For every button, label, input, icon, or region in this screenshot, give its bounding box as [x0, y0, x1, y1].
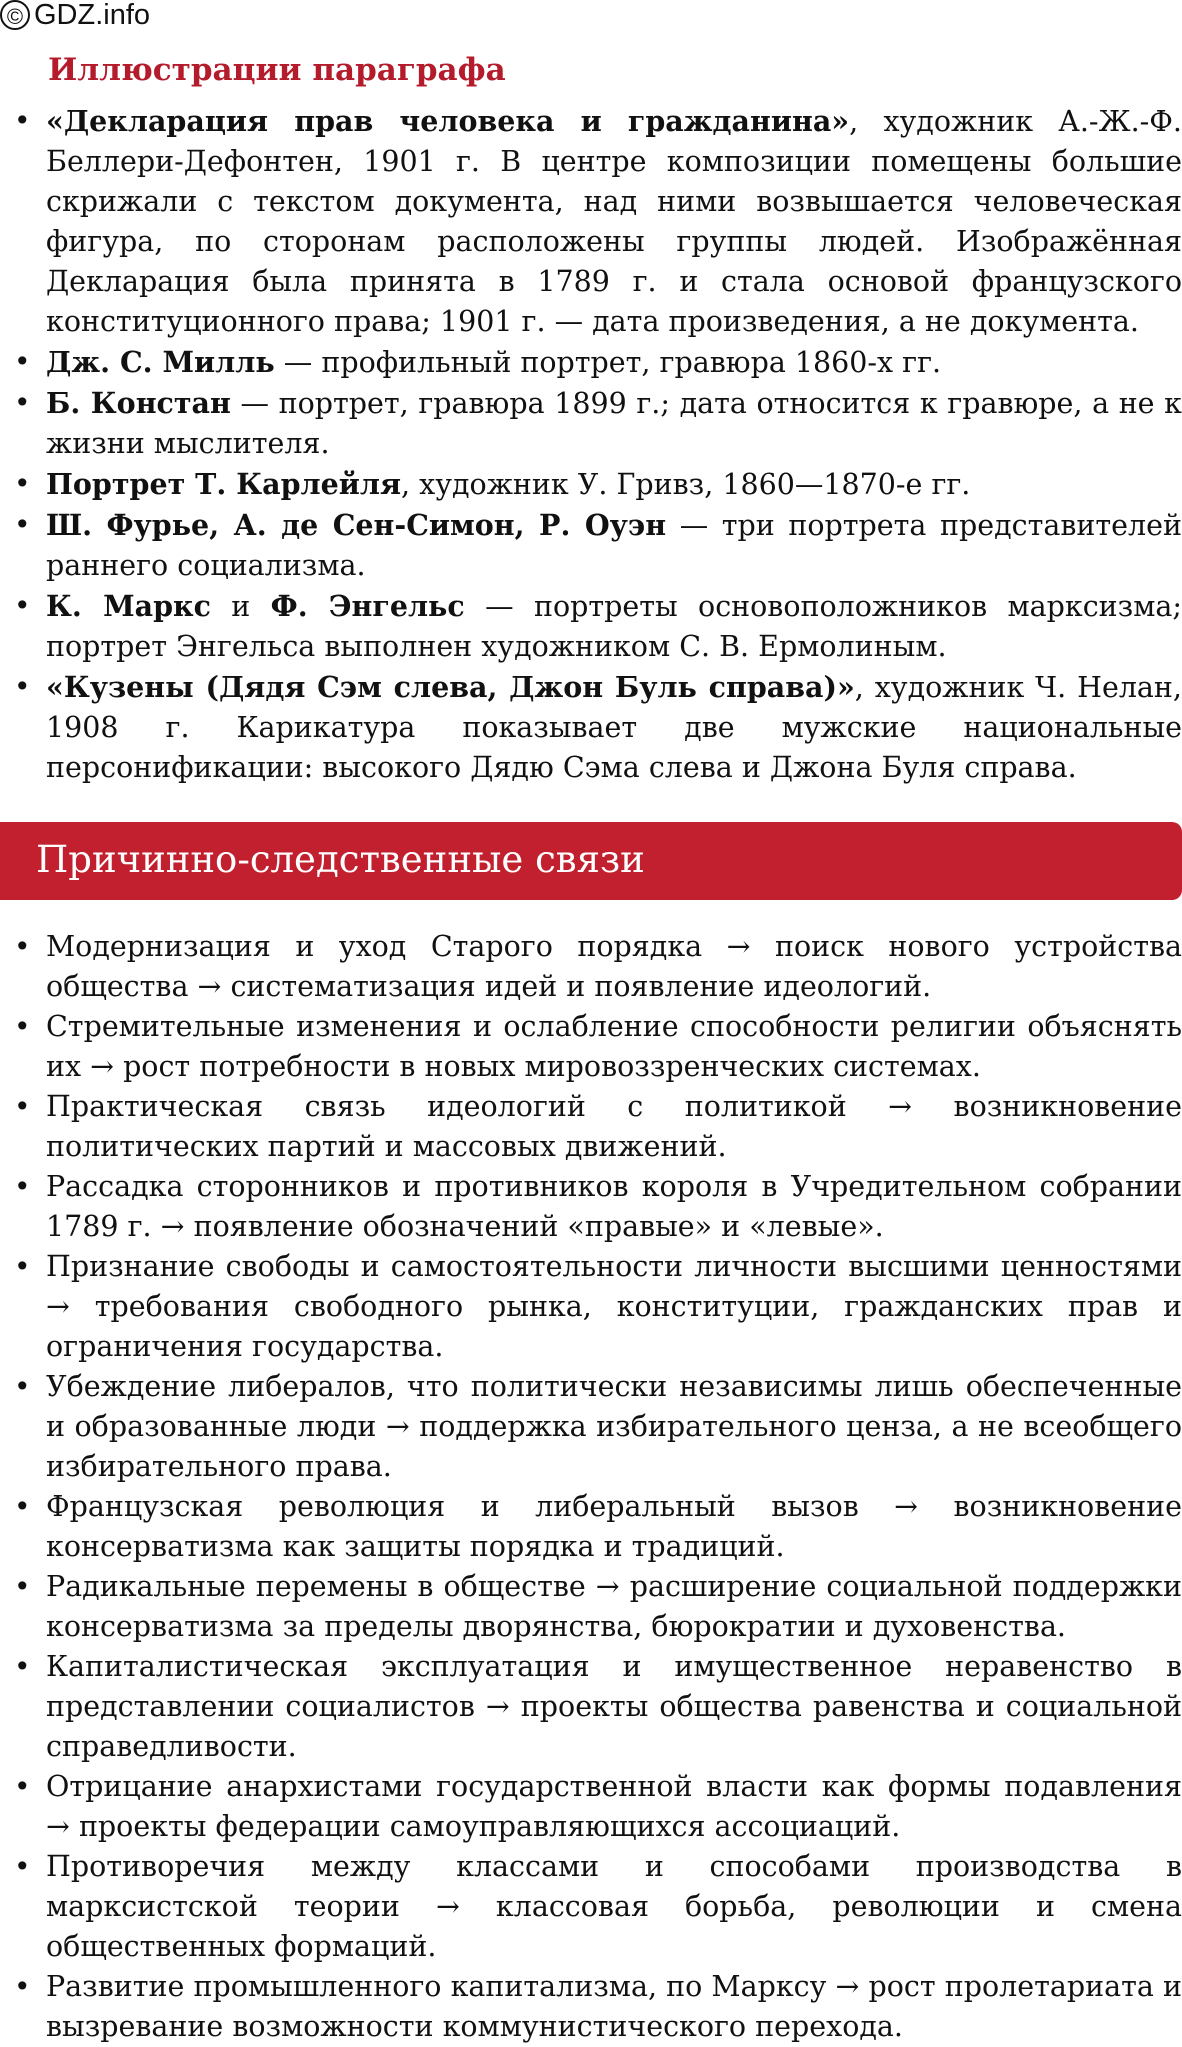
- bullet-icon: •: [14, 1250, 31, 1283]
- list-item: [0, 1367, 1182, 1487]
- item-text: и: [210, 590, 271, 623]
- item-title: «Кузены (Дядя Сэм слева, Джон Буль справа)»: [46, 670, 855, 704]
- list-item: [0, 342, 1182, 383]
- bullet-icon: •: [14, 1850, 31, 1883]
- bullet-icon: •: [14, 1010, 31, 1043]
- list-item: [0, 1007, 1182, 1087]
- list-item: [0, 1247, 1182, 1367]
- item-title: Ф. Энгельс: [270, 589, 465, 623]
- item-text: Стремительные изменения и ослабление способности религии объяснять их → рост потребности в новых мировоззренческих системах.: [46, 1010, 1182, 1083]
- item-text: Признание свободы и самостоятельности личности высшими ценностями → требования свободного рынка, конституции, гражданских прав и ограничения государства.: [46, 1250, 1182, 1363]
- bullet-icon: •: [14, 589, 31, 622]
- item-text: Развитие промышленного капитализма, по Марксу → рост пролетариата и вызревание возможности коммунистического перехода.: [46, 1970, 1182, 2043]
- item-text: , художник У. Гривз, 1860—1870-е гг.: [401, 468, 971, 501]
- item-text: Практическая связь идеологий с политикой → возникновение политических партий и массовых движений.: [46, 1090, 1182, 1163]
- list-item: [0, 1767, 1182, 1847]
- bullet-icon: •: [14, 1570, 31, 1603]
- item-text: Французская революция и либеральный вызов → возникновение консерватизма как защиты порядка и традиций.: [46, 1490, 1182, 1563]
- list-item: [0, 1087, 1182, 1167]
- item-text: Капиталистическая эксплуатация и имущественное неравенство в представлении социалистов → проекты общества равенства и социальной справедливости.: [46, 1650, 1182, 1763]
- item-title: Дж. С. Милль: [46, 345, 275, 379]
- bullet-icon: •: [14, 386, 31, 419]
- item-text: — три портрета представителей раннего социализма.: [46, 509, 1182, 582]
- bullet-icon: •: [14, 1650, 31, 1683]
- item-text: Отрицание анархистами государственной власти как формы подавления → проекты федерации самоуправляющихся ассоциаций.: [46, 1770, 1182, 1843]
- list-item: [0, 505, 1182, 586]
- bullet-icon: •: [14, 1490, 31, 1523]
- bullet-icon: •: [14, 930, 31, 963]
- bullet-icon: •: [14, 467, 31, 500]
- copyright-watermark: [0, 0, 150, 30]
- item-text: Убеждение либералов, что политически независимы лишь обеспеченные и образованные люди → поддержка избирательного ценза, а не всеобщего избирательного права.: [46, 1370, 1182, 1483]
- bullet-icon: •: [14, 1770, 31, 1803]
- item-text: — портреты основоположников марксизма; портрет Энгельса выполнен художником С. В. Ермолиным.: [46, 590, 1182, 663]
- bullet-icon: •: [14, 1970, 31, 2003]
- list-item: [0, 1967, 1182, 2047]
- list-item: [0, 101, 1182, 342]
- list-item: [0, 1847, 1182, 1967]
- bullet-icon: •: [14, 104, 31, 137]
- list-item: [0, 586, 1182, 667]
- item-title: «Декларация прав человека и гражданина»: [46, 104, 850, 138]
- item-title: К. Маркс: [46, 589, 211, 623]
- item-text: — портрет, гравюра 1899 г.; дата относится к гравюре, а не к жизни мыслителя.: [46, 387, 1182, 460]
- bullet-icon: •: [14, 670, 31, 703]
- list-item: [0, 464, 1182, 505]
- causal-section-banner: [0, 822, 1182, 900]
- item-text: Противоречия между классами и способами производства в марксистской теории → классовая борьба, революции и смена общественных формаций.: [46, 1850, 1182, 1963]
- causal-list: [0, 927, 1182, 2047]
- causal-heading: Причинно-следственные связи: [36, 838, 645, 881]
- list-item: [0, 1487, 1182, 1567]
- list-item: [0, 1567, 1182, 1647]
- item-text: , художник Ч. Нелан, 1908 г. Карикатура показывает две мужские национальные персонификации: высокого Дядю Сэма слева и Джона Буля справа.: [46, 671, 1182, 784]
- list-item: [0, 667, 1182, 788]
- item-text: , художник А.-Ж.-Ф. Беллери-Дефонтен, 1901 г. В центре композиции помещены большие скрижали с текстом документа, над ними возвышается человеческая фигура, по сторонам расположены группы людей. Изображённая Декларация была принята в 1789 г. и стала основой французского конституционного права; 1901 г. — дата произведения, а не документа.: [46, 105, 1182, 338]
- item-title: Ш. Фурье, А. де Сен-Симон, Р. Оуэн: [46, 508, 667, 542]
- item-text: — профильный портрет, гравюра 1860-х гг.: [274, 346, 942, 379]
- item-text: Модернизация и уход Старого порядка → поиск нового устройства общества → систематизация идей и появление идеологий.: [46, 930, 1182, 1003]
- illustrations-heading: Иллюстрации параграфа: [48, 52, 506, 88]
- list-item: [0, 1167, 1182, 1247]
- bullet-icon: •: [14, 1090, 31, 1123]
- illustrations-list: [0, 101, 1182, 788]
- list-item: [0, 383, 1182, 464]
- item-text: Радикальные перемены в обществе → расширение социальной поддержки консерватизма за пределы дворянства, бюрократии и духовенства.: [46, 1570, 1182, 1643]
- item-text: Рассадка сторонников и противников короля в Учредительном собрании 1789 г. → появление обозначений «правые» и «левые».: [46, 1170, 1182, 1243]
- bullet-icon: •: [14, 1370, 31, 1403]
- bullet-icon: •: [14, 1170, 31, 1203]
- item-title: Портрет Т. Карлейля: [46, 467, 402, 501]
- watermark-site: GDZ.info: [34, 0, 151, 31]
- item-title: Б. Констан: [46, 386, 231, 420]
- bullet-icon: •: [14, 345, 31, 378]
- list-item: [0, 1647, 1182, 1767]
- bullet-icon: •: [14, 508, 31, 541]
- copyright-icon: ©: [0, 0, 30, 30]
- list-item: [0, 927, 1182, 1007]
